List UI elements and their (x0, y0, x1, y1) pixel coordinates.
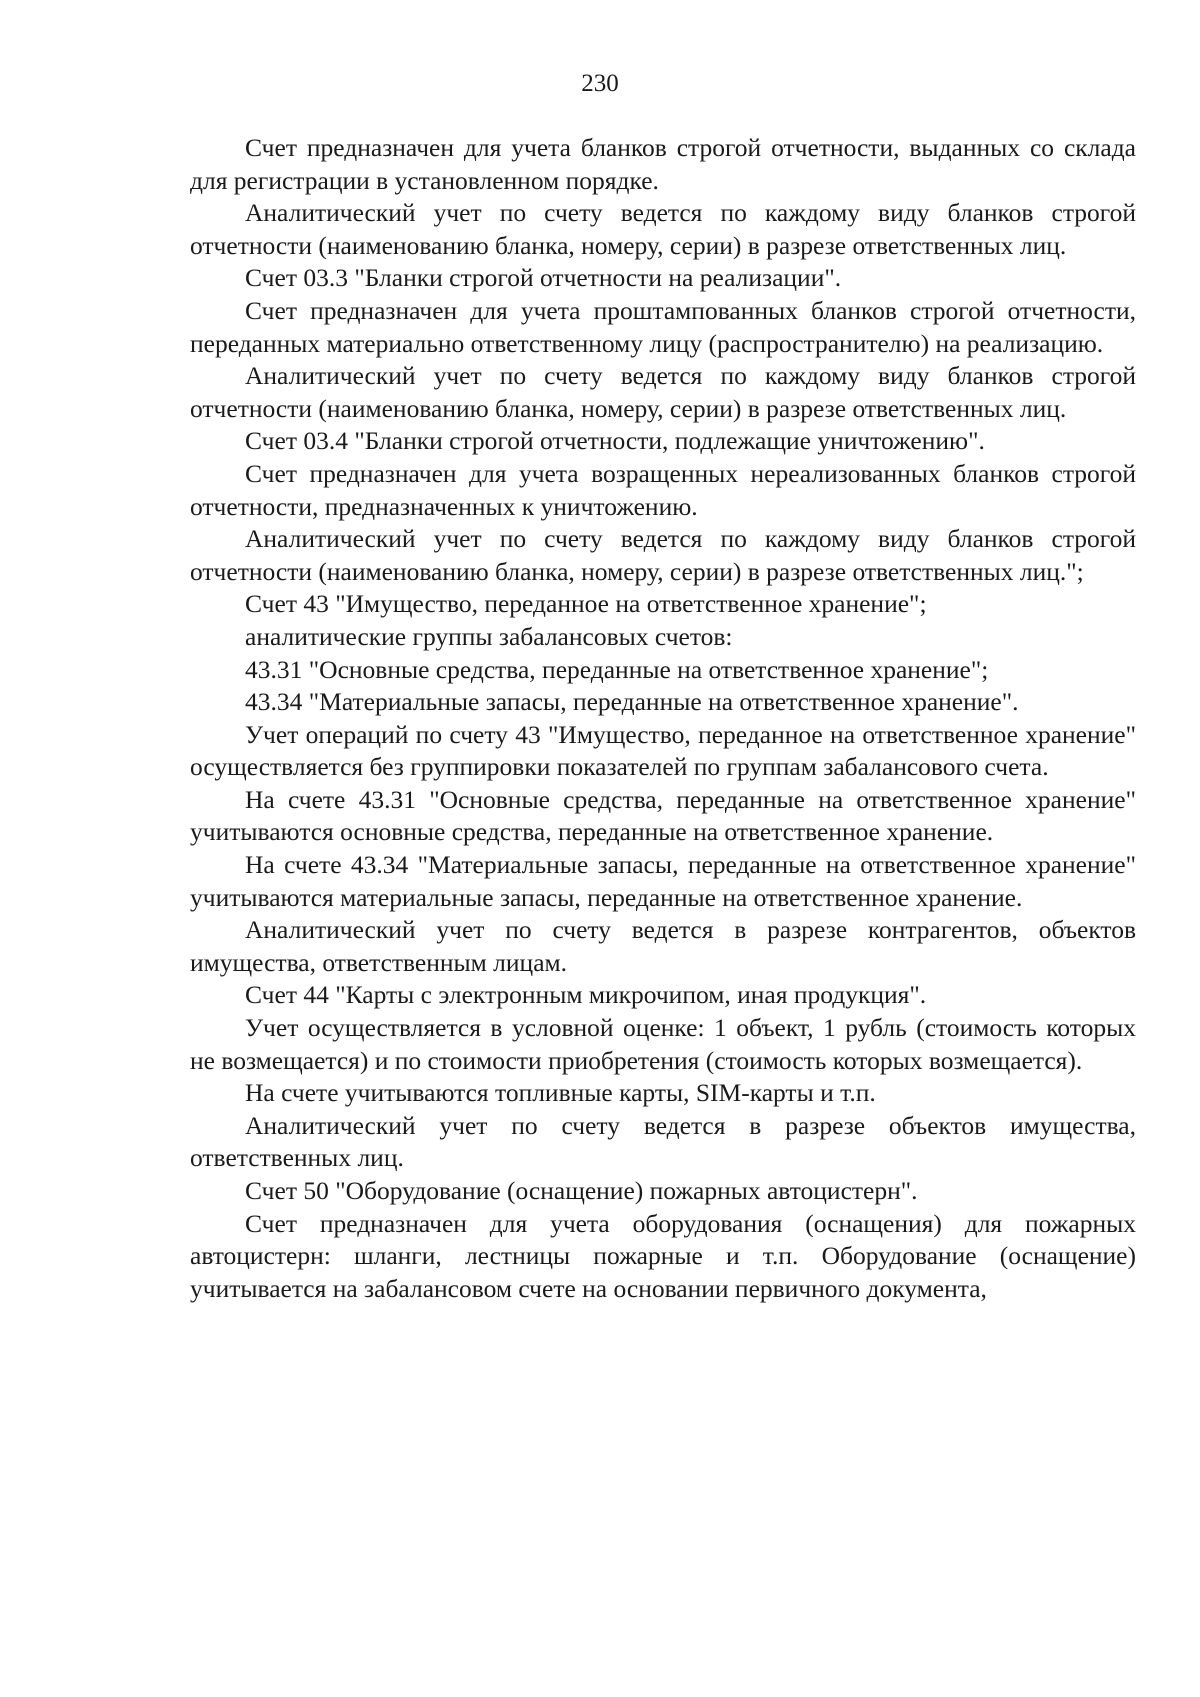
paragraph-10: аналитические группы забалансовых счетов: (245, 621, 733, 651)
account-heading-44: Счет 44 "Карты с электронным микрочипом, иная продукция". (245, 980, 927, 1010)
paragraph-4: Счет предназначен для учета проштампованных бланков строгой отчетности, переданных материально ответственному лицу (распространителю) на реализацию. (190, 295, 1136, 358)
paragraph-8: Аналитический учет по счету ведется по каждому виду бланков строгой отчетности (наименованию бланка, номеру, серии) в разрезе ответственных лиц."; (190, 524, 1136, 586)
paragraph-15: На счете 43.34 "Материальные запасы, переданные на ответственное хранение" учитываются материальные запасы, переданные на ответственное хранение. (190, 850, 1136, 912)
paragraph-2: Аналитический учет по счету ведется по каждому виду бланков строгой отчетности (наименованию бланка, номеру, серии) в разрезе ответственных лиц. (190, 198, 1136, 260)
paragraph-7: Счет предназначен для учета возращенных нереализованных бланков строгой отчетности, предназначенных к уничтожению. (190, 458, 1136, 521)
group-43-31: 43.31 "Основные средства, переданные на ответственное хранение"; (245, 654, 989, 684)
paragraph-5: Аналитический учет по счету ведется по каждому виду бланков строгой отчетности (наименованию бланка, номеру, серии) в разрезе ответственных лиц. (190, 361, 1136, 423)
paragraph-20: Аналитический учет по счету ведется в разрезе объектов имущества, ответственных лиц. (190, 1110, 1136, 1173)
paragraph-22: Счет предназначен для учета оборудования (оснащения) для пожарных автоцистерн: шланги, лестницы пожарные и т.п. Оборудование (оснащение) учитывается на забалансовом счете на основании первичного документа, (190, 1208, 1136, 1303)
paragraph-19: На счете учитываются топливные карты, SIM-карты и т.п. (245, 1078, 876, 1108)
paragraph-18: Учет осуществляется в условной оценке: 1 объект, 1 рубль (стоимость которых не возмещается) и по стоимости приобретения (стоимость которых возмещается). (190, 1013, 1136, 1075)
account-heading-43: Счет 43 "Имущество, переданное на ответственное хранение"; (245, 589, 927, 619)
group-43-34: 43.34 "Материальные запасы, переданные на ответственное хранение". (245, 687, 1019, 717)
paragraph-16: Аналитический учет по счету ведется в разрезе контрагентов, объектов имущества, ответственным лицам. (190, 915, 1136, 977)
account-heading-50: Счет 50 "Оборудование (оснащение) пожарных автоцистерн". (245, 1176, 918, 1205)
account-heading-03-4: Счет 03.4 "Бланки строгой отчетности, подлежащие уничтожению". (245, 426, 985, 456)
paragraph-13: Учет операций по счету 43 "Имущество, переданное на ответственное хранение" осуществляется без группировки показателей по группам забалансового счета. (190, 719, 1136, 782)
paragraph-1: Счет предназначен для учета бланков строгой отчетности, выданных со склада для регистрации в установленном порядке. (190, 133, 1136, 195)
page-number: 230 (581, 70, 619, 97)
document-body (190, 132, 1136, 1305)
paragraph-14: На счете 43.31 "Основные средства, переданные на ответственное хранение" учитываются основные средства, переданные на ответственное хранение. (190, 784, 1136, 847)
account-heading-03-3: Счет 03.3 "Бланки строгой отчетности на реализации". (245, 263, 842, 293)
